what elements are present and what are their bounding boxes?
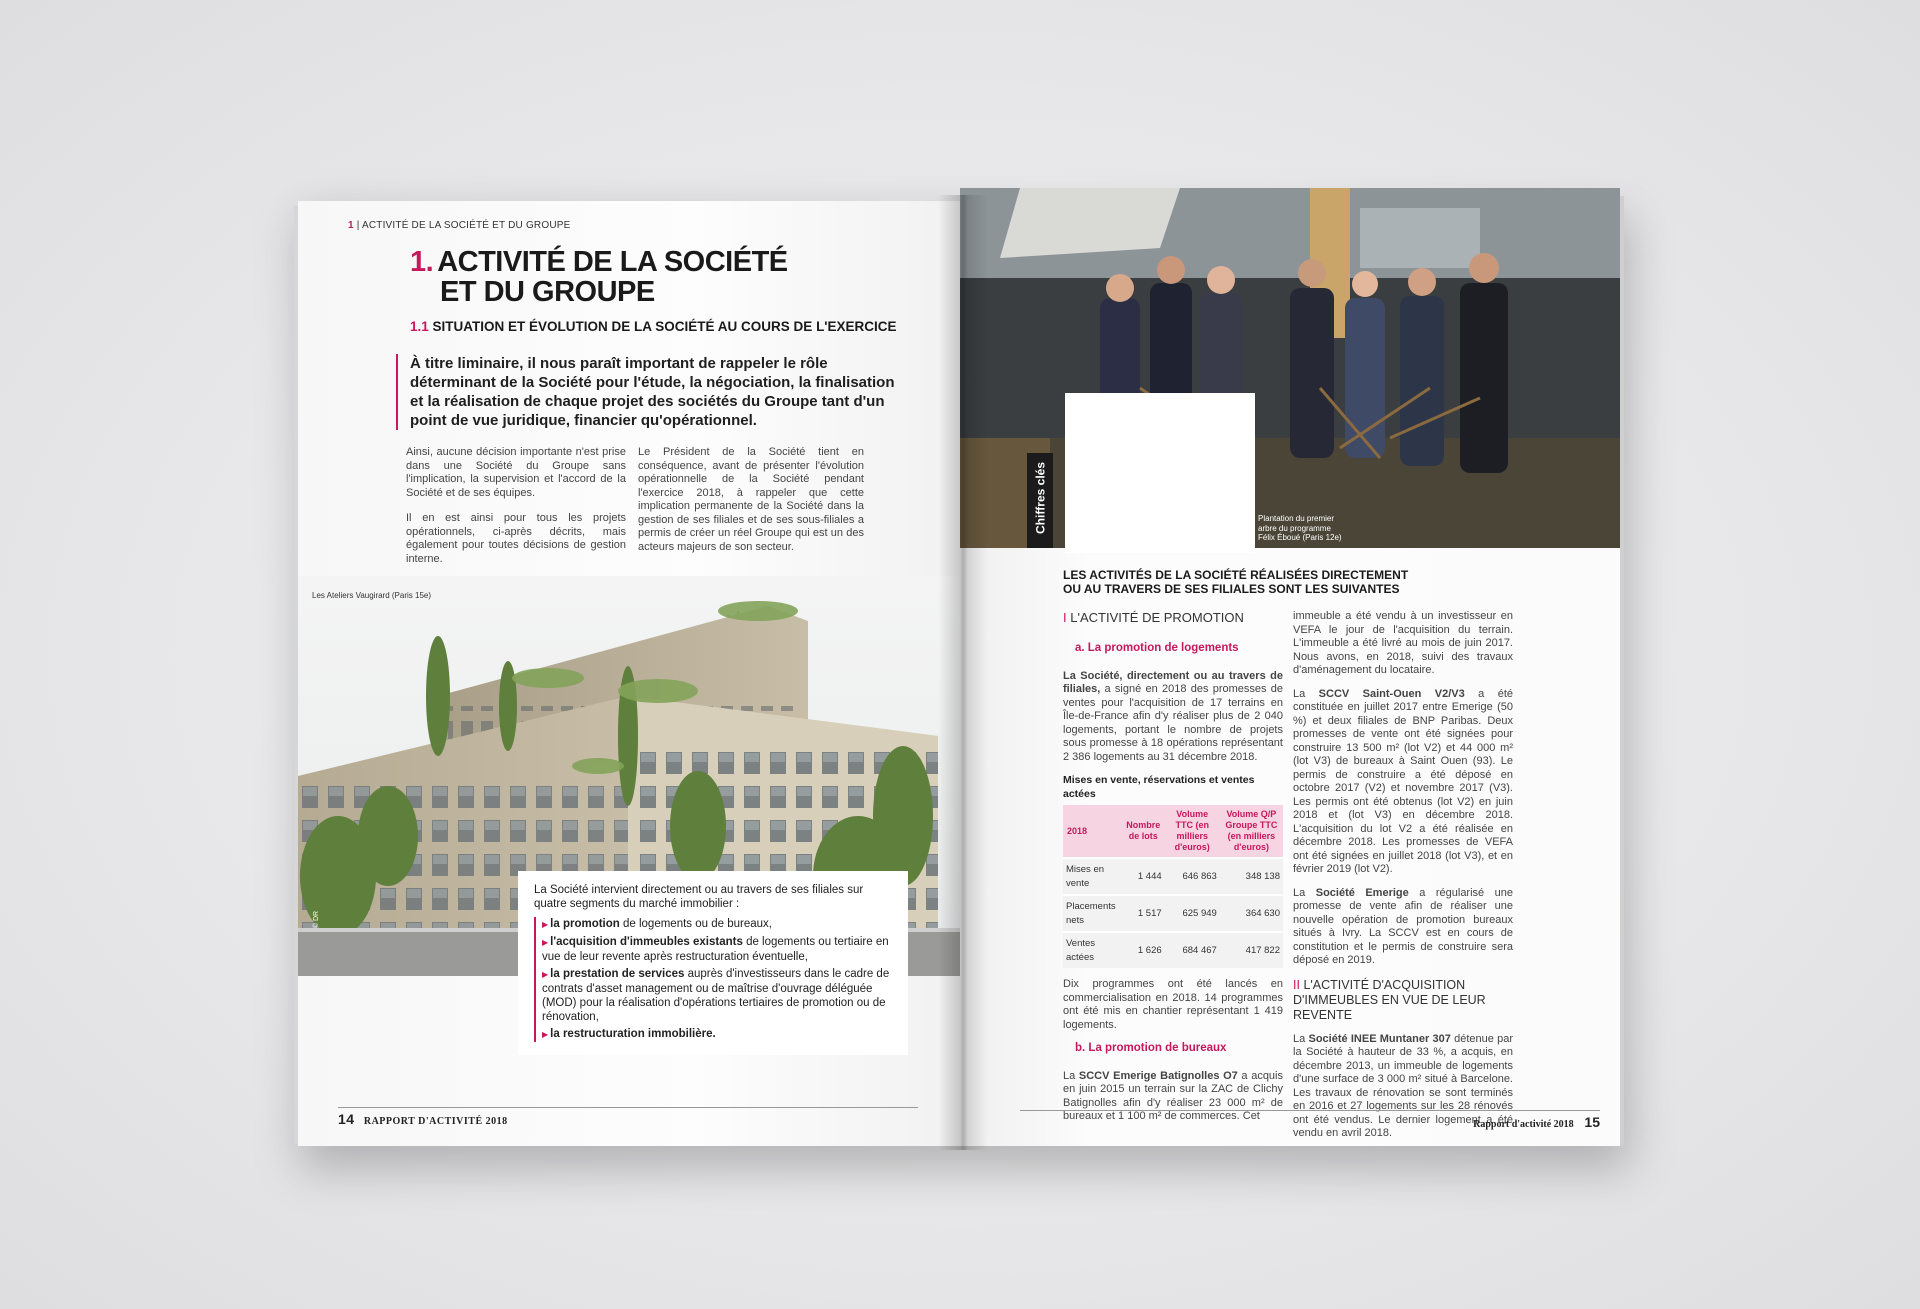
key-figures-box bbox=[1065, 393, 1255, 553]
activities-heading: LES ACTIVITÉS DE LA SOCIÉTÉ RÉALISÉES DIRECTEMENT OU AU TRAVERS DE SES FILIALES SONT LES SUIVANTES bbox=[1063, 568, 1409, 596]
list-item: ▶ la prestation de services auprès d'investisseurs dans le cadre de contrats d'asset management ou de maîtrise d'ouvrage déléguée (MOD) pour la réalisation d'opérations tertiaires de promotion ou de rénovation, bbox=[542, 968, 890, 1023]
footer-title: RAPPORT D'ACTIVITÉ 2018 bbox=[363, 1116, 508, 1127]
subsection-promotion: I L'ACTIVITÉ DE PROMOTION bbox=[1063, 610, 1244, 625]
key-figures-label: Chiffres clés bbox=[1027, 453, 1053, 548]
page-number: 15 bbox=[1584, 1114, 1600, 1130]
right-footer bbox=[1020, 1110, 1600, 1130]
triangle-bullet-icon: ▶ bbox=[542, 1030, 549, 1039]
groundbreaking-photo bbox=[960, 188, 1620, 548]
left-page bbox=[298, 201, 960, 1146]
chapter-title: 1. ACTIVITÉ DE LA SOCIÉTÉ ET DU GROUPE bbox=[410, 246, 788, 308]
right-page bbox=[960, 188, 1620, 1146]
list-item: ▶ l'acquisition d'immeubles existants de logements ou tertiaire en vue de leur revente après restructuration éventuelle, bbox=[542, 936, 889, 963]
left-footer bbox=[338, 1107, 918, 1127]
photo-illustration bbox=[960, 188, 1620, 548]
list-item: ▶ la restructuration immobilière. bbox=[542, 1028, 716, 1040]
right-column-2: immeuble a été vendu à un investisseur en VEFA le jour de l'acquisition du terrain. L'immeuble a été livré au mois de juin 2017. Nous avons, en 2018, suivi des travaux d'aménagement du locataire. La SCCV Saint-Ouen V2/V3 a été constituée en juillet 2017 entre Emerige (50 %) et deux filiales de BNP Paribas. Deux promesses de vente ont été signées pour construire 13 500 m² (lot V2) et 44 000 m² (lot V3) de bureaux à Saint Ouen (93). Le permis de construire a été déposé en octobre 2017 (V2) et novembre 2017 (V3). Les permis ont été obtenus (lot V2) en juin 2018 et (lot V3) en décembre 2018. L'acquisition du lot V2 a été réalisée en décembre 2018. Les promesses de VEFA ont été signées en juillet 2018 (lot V3), et en février 2019 (lot V2). La Société Emerige a régularisé une promesse de vente afin de réaliser une nouvelle opération de promotion bureaux situés à Ivry. La SCCV est en cours de constitution et le permis de construire sera déposé en 2019. II L'ACTIVITÉ D'ACQUISITION D'IMMEUBLES EN VUE DE LEUR REVENTE La Société INEE Muntaner 307 détenue par la Société à hauteur de 33 %, a acquis, en décembre 2013, un immeuble de logements d'une surface de 3 000 m² situé à Barcelone. Les travaux de rénovation se sont terminés en 2016 et 27 logements sur les 28 rénovés ont été vendus. Le dernier logement a été vendu en avril 2018. bbox=[1293, 610, 1514, 1139]
triangle-bullet-icon: ▶ bbox=[542, 970, 549, 979]
subheading-logements: a. La promotion de logements bbox=[1075, 642, 1239, 654]
image-caption: Les Ateliers Vaugirard (Paris 15e) bbox=[312, 591, 432, 600]
triangle-bullet-icon: ▶ bbox=[542, 920, 549, 929]
table-row: Placements nets 1 517 625 949 364 630 bbox=[1063, 895, 1283, 932]
section-heading: 1.1 SITUATION ET ÉVOLUTION DE LA SOCIÉTÉ AU COURS DE L'EXERCICE bbox=[410, 319, 897, 334]
table-row: Ventes actées 1 626 684 467 417 822 bbox=[1063, 932, 1283, 968]
table-row: Mises en vente 1 444 646 863 348 138 bbox=[1063, 858, 1283, 895]
text-column-a: Ainsi, aucune décision importante n'est prise dans une Société du Groupe sans l'implication, la supervision et l'accord de la Société et de ses équipes. Il en est ainsi pour tous les projets opérationnels, ci-après décrits, mais également pour toutes décisions de gestion interne. bbox=[406, 446, 626, 565]
page-number: 14 bbox=[338, 1111, 355, 1127]
table-header-row: 2018 Nombre de lots Volume TTC (en milliers d'euros) Volume Q/P Groupe TTC (en milliers d'euros) bbox=[1063, 805, 1283, 858]
image-credit: © DR bbox=[313, 910, 321, 929]
lead-paragraph: À titre liminaire, il nous paraît important de rappeler le rôle déterminant de la Société pour l'étude, la négociation, la finalisation et la réalisation de chaque projet des sociétés du Groupe tant d'un point de vue juridique, financier qu'opérationnel. bbox=[396, 354, 910, 430]
triangle-bullet-icon: ▶ bbox=[542, 938, 549, 947]
table-title: Mises en vente, réservations et ventes actées bbox=[1063, 774, 1255, 800]
photo-caption: Plantation du premier arbre du programme Félix Éboué (Paris 12e) bbox=[1258, 514, 1342, 542]
list-item: ▶ la promotion de logements ou de bureaux, bbox=[542, 918, 772, 930]
running-head: 1 | ACTIVITÉ DE LA SOCIÉTÉ ET DU GROUPE bbox=[348, 220, 571, 231]
right-column-1: a. La promotion de logements La Société, directement ou au travers de filiales, a signé en 2018 des promesses de ventes pour l'acquisition de 17 terrains en Île-de-France afin d'y réaliser plus de 2 040 logements, portant le nombre de projets sous promesse à 18 opérations représentant 2 386 logements au 31 décembre 2018. Mises en vente, réservations et ventes actées 2018 Nombre de lots Volume TTC (en milliers d'euros) Volume Q/P Groupe TTC (en milliers d'euros) Mises en vente 1 444 646 863 348 138 Placements nets 1 517 625 949 364 630 Ventes actées 1 626 684 467 417 822 Dix programmes ont été lancés en commercialisation en 2018. 14 programmes ont été mis en chantier représentant 1 419 logements. b. La promotion de bureaux La SCCV Emerige Batignolles O7 a acquis en juin 2015 un terrain sur la ZAC de Clichy Batignolles afin d'y réaliser 23 000 m² de bureaux et 1 100 m² de commerces. Cet bbox=[1063, 642, 1283, 1122]
segments-list bbox=[534, 917, 894, 1042]
footer-title: Rapport d'activité 2018 bbox=[1473, 1119, 1574, 1130]
text-column-b: Le Président de la Société tient en conséquence, avant de présenter l'évolution opérationnelle de la Société pendant l'exercice 2018, à rappeler que cette implication permanente de la Société dans la gestion de ses filiales et de ses sous-filiales a permis de créer un réel Groupe qui est un des acteurs majeurs de son secteur. bbox=[638, 446, 864, 553]
sales-table bbox=[1063, 805, 1283, 968]
subheading-bureaux: b. La promotion de bureaux bbox=[1075, 1042, 1227, 1054]
segments-infobox: La Société intervient directement ou au travers de ses filiales sur quatre segments du marché immobilier : ▶ la promotion de logements ou de bureaux, ▶ l'acquisition d'immeubles existants de logements ou tertiaire en vue de leur revente après restructuration éventuelle, ▶ la prestation de services auprès d'investisseurs dans le cadre de contrats d'asset management ou de maîtrise d'ouvrage déléguée (MOD) pour la réalisation d'opérations tertiaires de promotion ou de rénovation, ▶ la restructuration immobilière. bbox=[518, 871, 908, 1055]
subsection-acquisition: II L'ACTIVITÉ D'ACQUISITION D'IMMEUBLES EN VUE DE LEUR REVENTE bbox=[1293, 977, 1486, 1022]
